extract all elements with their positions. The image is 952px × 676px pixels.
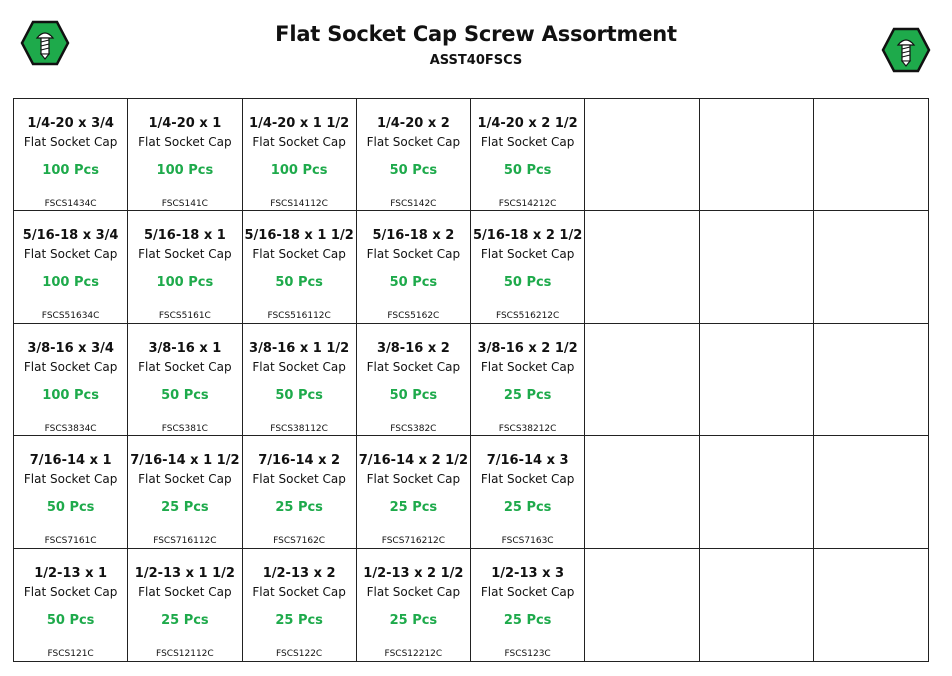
item-quantity: 25 Pcs <box>389 500 438 516</box>
item-size: 3/8-16 x 3/4 <box>27 340 114 356</box>
item-quantity: 50 Pcs <box>503 163 552 178</box>
item-quantity: 25 Pcs <box>161 500 209 516</box>
item-quantity: 50 Pcs <box>46 500 95 516</box>
item-quantity: 25 Pcs <box>275 612 323 628</box>
item-code: FSCS1434C <box>44 199 97 209</box>
item-size: 7/16-14 x 1 <box>29 453 112 469</box>
item-code: FSCS38112C <box>270 423 328 434</box>
item-code: FSCS122C <box>276 648 323 659</box>
item-size: 7/16-14 x 2 1/2 <box>358 453 468 469</box>
item-code: FSCS5161C <box>158 311 211 322</box>
item-code: FSCS141C <box>161 199 208 209</box>
empty-cell <box>700 324 814 436</box>
item-size: 1/4-20 x 3/4 <box>27 116 114 131</box>
item-cell <box>357 436 471 548</box>
item-quantity: 50 Pcs <box>389 387 438 403</box>
item-cell <box>14 324 128 436</box>
item-quantity: 25 Pcs <box>275 500 323 516</box>
item-code: FSCS7162C <box>273 536 326 547</box>
empty-cell <box>814 324 928 436</box>
item-code: FSCS14212C <box>498 199 557 209</box>
empty-cell <box>585 436 699 548</box>
item-quantity: 50 Pcs <box>389 275 438 291</box>
item-code: FSCS7163C <box>501 536 554 547</box>
item-description: Flat Socket Cap <box>252 359 346 374</box>
item-quantity: 100 Pcs <box>42 387 99 403</box>
item-quantity: 25 Pcs <box>503 500 552 516</box>
item-cell <box>14 99 128 211</box>
item-code: FSCS716112C <box>153 536 217 547</box>
assortment-code: ASST40FSCS <box>429 53 523 68</box>
empty-cell <box>585 211 699 323</box>
item-description: Flat Socket Cap <box>23 247 118 262</box>
item-quantity: 100 Pcs <box>270 163 328 178</box>
item-cell <box>357 324 471 436</box>
item-size: 3/8-16 x 2 <box>376 340 450 356</box>
item-size: 3/8-16 x 1 1/2 <box>249 340 350 356</box>
item-code: FSCS12212C <box>384 648 443 659</box>
item-cell <box>471 324 585 436</box>
item-description: Flat Socket Cap <box>480 247 575 262</box>
item-quantity: 100 Pcs <box>42 275 99 291</box>
item-quantity: 25 Pcs <box>503 387 552 403</box>
item-code: FSCS38212C <box>498 423 557 434</box>
item-code: FSCS123C <box>504 648 551 659</box>
item-size: 3/8-16 x 2 1/2 <box>477 340 578 356</box>
item-cell <box>128 211 242 323</box>
item-cell <box>14 211 128 323</box>
item-size: 1/2-13 x 3 <box>491 565 565 581</box>
empty-cell <box>585 99 699 211</box>
empty-cell <box>585 549 699 661</box>
empty-cell <box>700 549 814 661</box>
item-code: FSCS5162C <box>387 311 440 322</box>
item-description: Flat Socket Cap <box>480 135 575 149</box>
item-cell <box>14 549 128 661</box>
item-description: Flat Socket Cap <box>252 472 346 487</box>
empty-cell <box>814 211 928 323</box>
item-size: 1/4-20 x 2 <box>376 116 450 131</box>
item-cell <box>357 99 471 211</box>
item-cell <box>243 324 357 436</box>
item-size: 5/16-18 x 2 <box>372 228 455 244</box>
item-code: FSCS382C <box>390 423 437 434</box>
item-quantity: 100 Pcs <box>156 275 214 291</box>
item-cell <box>357 211 471 323</box>
item-description: Flat Socket Cap <box>480 584 575 599</box>
item-cell <box>128 549 242 661</box>
item-cell <box>243 99 357 211</box>
item-size: 1/2-13 x 1 1/2 <box>134 565 235 581</box>
item-description: Flat Socket Cap <box>252 584 346 599</box>
item-description: Flat Socket Cap <box>23 584 118 599</box>
item-code: FSCS142C <box>390 199 437 209</box>
item-description: Flat Socket Cap <box>23 135 118 149</box>
item-size: 7/16-14 x 1 1/2 <box>130 453 240 469</box>
item-size: 5/16-18 x 1 1/2 <box>244 228 354 244</box>
item-cell <box>471 549 585 661</box>
item-quantity: 25 Pcs <box>503 612 552 628</box>
item-quantity: 100 Pcs <box>156 163 214 178</box>
item-code: FSCS7161C <box>44 536 97 547</box>
item-description: Flat Socket Cap <box>252 135 346 149</box>
item-quantity: 100 Pcs <box>42 163 99 178</box>
item-code: FSCS121C <box>47 648 94 659</box>
item-cell <box>14 436 128 548</box>
item-size: 1/2-13 x 2 <box>262 565 336 581</box>
item-size: 3/8-16 x 1 <box>148 340 222 356</box>
empty-cell <box>814 436 928 548</box>
empty-cell <box>814 549 928 661</box>
item-description: Flat Socket Cap <box>366 584 461 599</box>
item-description: Flat Socket Cap <box>480 472 575 487</box>
item-size: 1/4-20 x 1 1/2 <box>249 116 350 131</box>
item-cell <box>471 99 585 211</box>
item-code: FSCS51634C <box>41 311 100 322</box>
item-size: 7/16-14 x 2 <box>258 453 341 469</box>
item-cell <box>471 211 585 323</box>
item-size: 1/4-20 x 2 1/2 <box>477 116 578 131</box>
item-size: 7/16-14 x 3 <box>486 453 569 469</box>
item-code: FSCS516212C <box>495 311 560 322</box>
item-quantity: 50 Pcs <box>275 275 323 291</box>
empty-cell <box>585 324 699 436</box>
item-quantity: 50 Pcs <box>389 163 438 178</box>
empty-cell <box>814 99 928 211</box>
item-size: 5/16-18 x 3/4 <box>22 228 119 244</box>
item-code: FSCS516112C <box>267 311 331 322</box>
item-description: Flat Socket Cap <box>23 472 118 487</box>
item-code: FSCS14112C <box>270 199 328 209</box>
item-cell <box>243 549 357 661</box>
item-size: 5/16-18 x 2 1/2 <box>473 228 583 244</box>
item-code: FSCS3834C <box>44 423 97 434</box>
item-size: 1/2-13 x 2 1/2 <box>363 565 464 581</box>
item-code: FSCS381C <box>161 423 208 434</box>
item-quantity: 50 Pcs <box>503 275 552 291</box>
item-description: Flat Socket Cap <box>138 247 232 262</box>
empty-cell <box>700 211 814 323</box>
item-description: Flat Socket Cap <box>366 472 461 487</box>
item-quantity: 25 Pcs <box>389 612 438 628</box>
assortment-grid <box>13 98 929 662</box>
item-cell <box>128 436 242 548</box>
item-description: Flat Socket Cap <box>252 247 346 262</box>
item-description: Flat Socket Cap <box>23 359 118 374</box>
item-quantity: 25 Pcs <box>161 612 209 628</box>
item-size: 1/4-20 x 1 <box>148 116 222 131</box>
item-description: Flat Socket Cap <box>138 584 232 599</box>
item-size: 1/2-13 x 1 <box>34 565 108 581</box>
item-description: Flat Socket Cap <box>366 135 461 149</box>
empty-cell <box>700 99 814 211</box>
item-description: Flat Socket Cap <box>138 359 232 374</box>
item-quantity: 50 Pcs <box>275 387 323 403</box>
item-description: Flat Socket Cap <box>138 135 232 149</box>
item-size: 5/16-18 x 1 <box>143 228 226 244</box>
item-quantity: 50 Pcs <box>161 387 209 403</box>
item-code: FSCS12112C <box>156 648 214 659</box>
item-cell <box>471 436 585 548</box>
item-cell <box>243 211 357 323</box>
item-description: Flat Socket Cap <box>366 359 461 374</box>
item-description: Flat Socket Cap <box>480 359 575 374</box>
page-title: Flat Socket Cap Screw Assortment <box>275 22 677 46</box>
item-description: Flat Socket Cap <box>366 247 461 262</box>
item-cell <box>357 549 471 661</box>
item-code: FSCS716212C <box>381 536 446 547</box>
item-quantity: 50 Pcs <box>46 612 95 628</box>
empty-cell <box>700 436 814 548</box>
item-cell <box>128 99 242 211</box>
item-cell <box>128 324 242 436</box>
item-description: Flat Socket Cap <box>138 472 232 487</box>
item-cell <box>243 436 357 548</box>
